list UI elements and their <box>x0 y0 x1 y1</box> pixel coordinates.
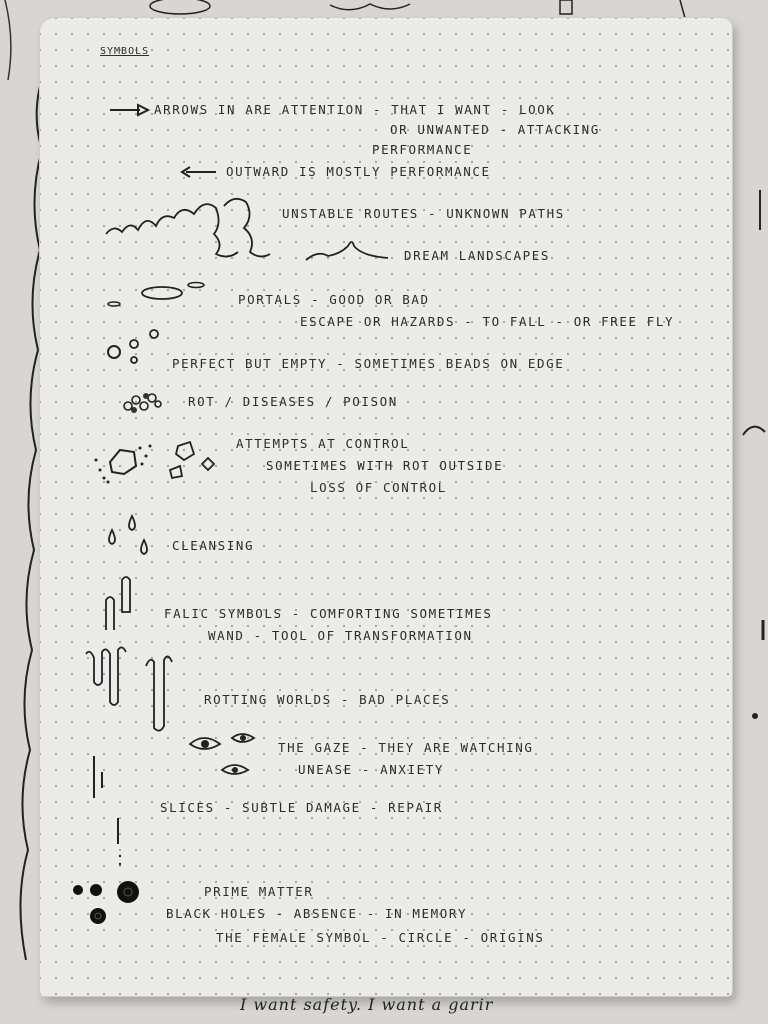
entry-dream-landscapes: DREAM LANDSCAPES <box>404 248 551 263</box>
rot-cluster-icon <box>120 388 170 418</box>
entry-female-symbol: THE FEMALE SYMBOL - CIRCLE - ORIGINS <box>216 930 545 945</box>
entry-slices: SLICES - SUBTLE DAMAGE - REPAIR <box>160 800 443 815</box>
entry-escape-hazards: ESCAPE OR HAZARDS - TO FALL - OR FREE FLY <box>300 314 675 329</box>
entry-performance: PERFORMANCE <box>372 142 473 157</box>
slices-icon <box>88 748 128 888</box>
rotting-drips-icon <box>80 642 180 732</box>
background-sketch-right <box>735 40 768 940</box>
entry-portals: PORTALS - GOOD OR BAD <box>238 292 430 307</box>
entry-unease: UNEASE - ANXIETY <box>298 762 445 777</box>
wand-icon <box>100 572 140 632</box>
entry-unstable-routes: UNSTABLE ROUTES - UNKNOWN PATHS <box>282 206 565 221</box>
arrow-in-icon <box>110 104 150 116</box>
unstable-routes-icon <box>104 194 274 264</box>
entry-arrows-in: ARROWS IN ARE ATTENTION - THAT I WANT - LOOK <box>154 102 556 117</box>
entry-loss-control: LOSS OF CONTROL <box>310 480 447 495</box>
black-holes-icon <box>68 874 148 928</box>
entry-unwanted: OR UNWANTED - ATTACKING <box>390 122 600 137</box>
water-drops-icon <box>104 512 154 562</box>
arrow-out-icon <box>180 166 220 178</box>
entry-wand: WAND - TOOL OF TRANSFORMATION <box>208 628 473 643</box>
notebook-page <box>40 18 732 996</box>
entry-rot: ROT / DISEASES / POISON <box>188 394 398 409</box>
entry-rotting-worlds: ROTTING WORLDS - BAD PLACES <box>204 692 451 707</box>
entry-attempts-control: ATTEMPTS AT CONTROL <box>236 436 410 451</box>
portal-icon <box>100 280 210 310</box>
entry-falic: FALIC SYMBOLS - COMFORTING SOMETIMES <box>164 606 493 621</box>
entry-prime-matter: PRIME MATTER <box>204 884 314 899</box>
empty-circles-icon <box>104 328 164 368</box>
background-handwriting: I want safety. I want a garir <box>240 995 494 1014</box>
entry-outward: OUTWARD IS MOSTLY PERFORMANCE <box>226 164 491 179</box>
entry-rot-outside: SOMETIMES WITH ROT OUTSIDE <box>266 458 504 473</box>
dream-landscape-icon <box>304 234 394 264</box>
entry-cleansing: CLEANSING <box>172 538 255 553</box>
entry-gaze: THE GAZE - THEY ARE WATCHING <box>278 740 534 755</box>
page-heading: SYMBOLS <box>100 46 150 57</box>
control-shapes-icon <box>90 432 230 492</box>
entry-perfect-empty: PERFECT BUT EMPTY - SOMETIMES BEADS ON EDGE <box>172 356 565 371</box>
watching-eyes-icon <box>188 728 268 778</box>
entry-black-holes: BLACK HOLES - ABSENCE - IN MEMORY <box>166 906 468 921</box>
